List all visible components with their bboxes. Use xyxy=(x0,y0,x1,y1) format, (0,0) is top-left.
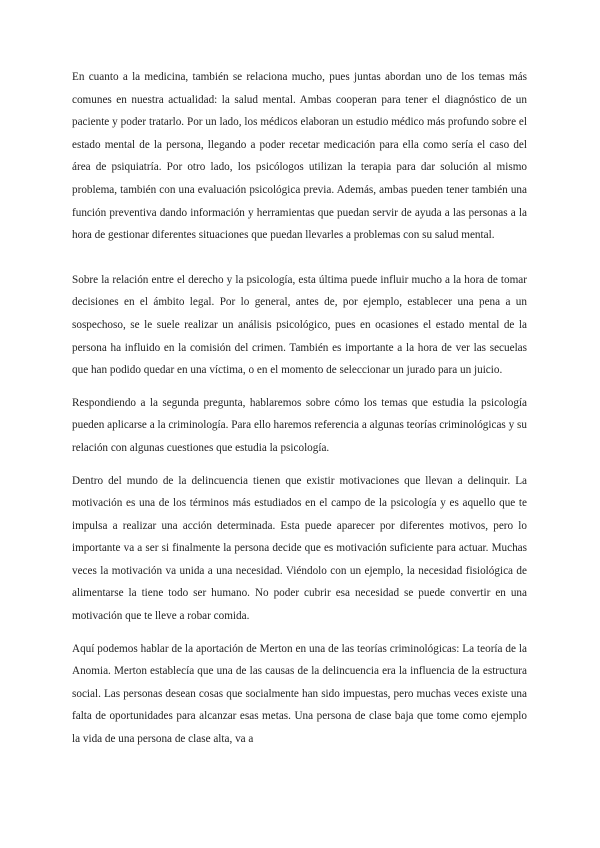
paragraph-medicine: En cuanto a la medicina, también se relaciona mucho, pues juntas abordan uno de los temas más comunes en nuestra actualidad: la salud mental. Ambas cooperan para tener el diagnóstico de un paciente y poder tratarlo. Por un lado, los médicos elaboran un estudio médico más profundo sobre el estado mental de la persona, llegando a poder recetar medicación para ella como sería el caso del área de psiquiatría. Por otro lado, los psicólogos utilizan la terapia para dar solución al mismo problema, también con una evaluación psicológica previa. Además, ambas pueden tener también una función preventiva dando información y herramientas que puedan servir de ayuda a las personas a la hora de gestionar diferentes situaciones que puedan llevarles a problemas con su salud mental. xyxy=(72,71,527,242)
paragraph-merton-anomia: Aquí podemos hablar de la aportación de Merton en una de las teorías criminológicas: La teoría de la Anomia. Merton establecía que una de las causas de la delincuencia era la influencia de la estructura social. Las personas desean cosas que socialmente han sido impuestas, pero muchas veces existe una falta de oportunidades para alcanzar esas metas. Una persona de clase baja que tome como ejemplo la vida de una persona de clase alta, va a xyxy=(72,642,527,746)
paragraph-law: Sobre la relación entre el derecho y la psicología, esta última puede influir mucho a la hora de tomar decisiones en el ámbito legal. Por lo general, antes de, por ejemplo, establecer una pena a un sospechoso, se le suele realizar un análisis psicológico, pues en ocasiones el estado mental de la persona ha influido en la comisión del crimen. También es importante a la hora de ver las secuelas que han podido quedar en una víctima, o en el momento de seleccionar un jurado para un juicio. xyxy=(72,273,527,377)
paragraph-motivation: Dentro del mundo de la delincuencia tienen que existir motivaciones que llevan a delinquir. La motivación es una de los términos más estudiados en el campo de la psicología y es aquello que te impulsa a realizar una acción determinada. Esta puede aparecer por diferentes motivos, pero lo importante va a ser si finalmente la persona decide que es motivación suficiente para actuar. Muchas veces la motivación va unida a una necesidad. Viéndolo con un ejemplo, la necesidad fisiológica de alimentarse la tiene todo ser humano. No poder cubrir esa necesidad se puede convertir en una motivación que te lleve a robar comida. xyxy=(72,474,527,623)
paragraph-second-question: Respondiendo a la segunda pregunta, hablaremos sobre cómo los temas que estudia la psicología pueden aplicarse a la criminología. Para ello haremos referencia a algunas teorías criminológicas y su relación con algunas cuestiones que estudia la psicología. xyxy=(72,396,527,454)
document-page xyxy=(72,66,527,751)
